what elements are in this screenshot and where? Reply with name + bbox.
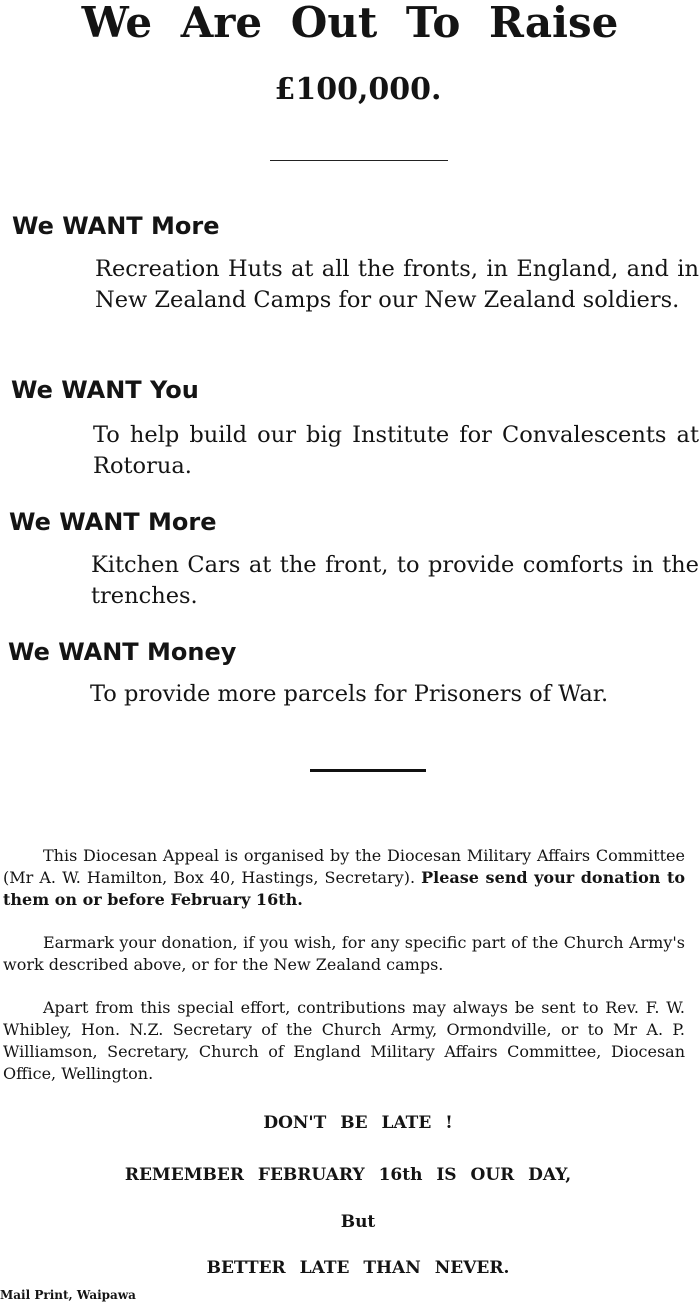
- target-amount: £100,000.: [274, 72, 442, 107]
- paragraph-contributions-text: Apart from this special effort, contributions may always be sent to Rev. F. W. Whibley, Hon. N.Z. Secretary of the Church Army, Ormondville, or to Mr A. P. Williamson, Secretary, Church of England Military Affairs Committee, Diocesan Office, Wellington.: [3, 998, 685, 1083]
- paragraph-organisation: [3, 845, 685, 911]
- paragraph-contributions: [3, 997, 685, 1085]
- divider-top: [270, 160, 448, 161]
- paragraph-organisation-text: This Diocesan Appeal is organised by the Diocesan Military Affairs Committee (Mr A. W. Hamilton, Box 40, Hastings, Secretary).: [3, 846, 685, 887]
- printer-credit: Mail Print, Waipawa: [0, 1288, 136, 1302]
- paragraph-earmark: [3, 932, 685, 976]
- divider-bottom: [310, 769, 426, 772]
- want-body-institute: To help build our big Institute for Convalescents at Rotorua.: [93, 422, 699, 479]
- want-body-kitchen: Kitchen Cars at the front, to provide comforts in the trenches.: [91, 552, 699, 609]
- paragraph-earmark-text: Earmark your donation, if you wish, for any specific part of the Church Army's work described above, or for the New Zealand camps.: [3, 933, 685, 974]
- want-heading-you: We WANT You: [11, 376, 199, 404]
- want-heading-kitchen: We WANT More: [9, 508, 217, 536]
- closing-but: But: [340, 1212, 376, 1232]
- headline: We Are Out To Raise: [81, 0, 619, 47]
- closing-better-late: BETTER LATE THAN NEVER.: [206, 1258, 510, 1278]
- want-heading-money: We WANT Money: [8, 638, 237, 666]
- want-body-parcels: To provide more parcels for Prisoners of War.: [90, 681, 609, 707]
- closing-remember-date: REMEMBER FEBRUARY 16th IS OUR DAY,: [124, 1165, 572, 1185]
- closing-dont-be-late: DON'T BE LATE !: [263, 1113, 453, 1133]
- want-heading-huts: We WANT More: [12, 212, 220, 240]
- donation-deadline-text: Please send your donation to them on or before February 16th.: [3, 868, 685, 909]
- want-body-huts: Recreation Huts at all the fronts, in England, and in New Zealand Camps for our New Zealand soldiers.: [95, 256, 699, 313]
